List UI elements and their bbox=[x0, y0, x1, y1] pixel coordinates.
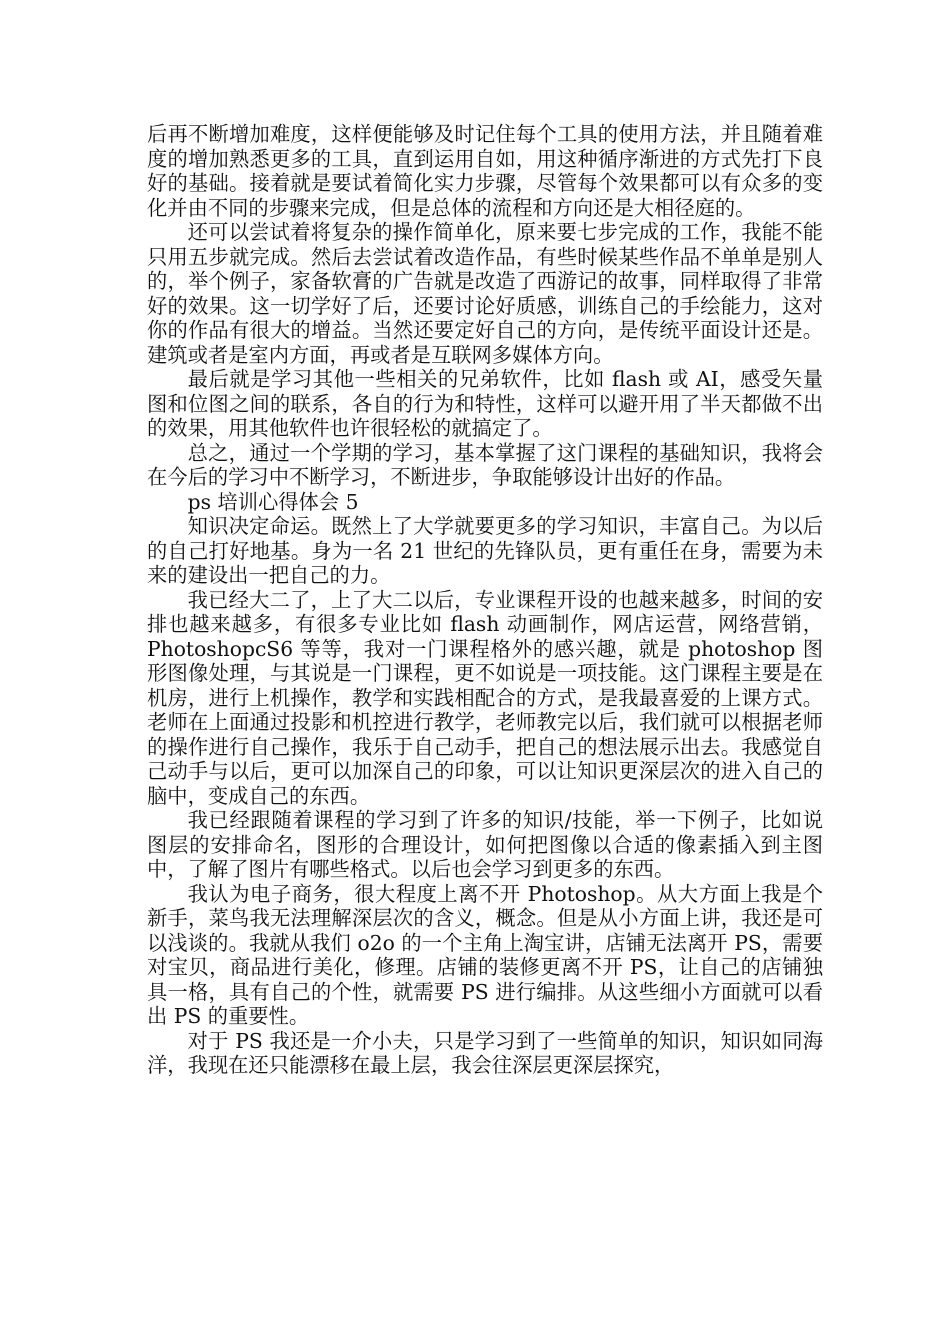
section-heading: ps 培训心得体会 5 bbox=[187, 489, 359, 514]
paragraph-knowledge-fate: 知识决定命运。既然上了大学就要更多的学习知识，丰富自己。为以后的自己打好地基。身为一名 21 世纪的先锋队员，更有重任在身，需要为未来的建设出一把自己的力。 bbox=[147, 514, 823, 587]
paragraph-simplify-operations: 还可以尝试着将复杂的操作简单化，原来要七步完成的工作，我能不能只用五步就完成。然后去尝试着改造作品，有些时候某些作品不单单是别人的，举个例子，家备软膏的广告就是改造了西游记的故事，同样取得了非常好的效果。这一切学好了后，还要讨论好质感，训练自己的手绘能力，这对你的作品有很大的增益。当然还要定好自己的方向，是传统平面设计还是。建筑或者是室内方面，再或者是互联网多媒体方向。 bbox=[147, 220, 823, 367]
paragraph-related-software: 最后就是学习其他一些相关的兄弟软件，比如 flash 或 AI，感受矢量图和位图之间的联系，各自的行为和特性，这样可以避开用了半天都做不出的效果，用其他软件也许很轻松的就搞定了。 bbox=[147, 367, 823, 440]
paragraph-skills-learned: 我已经跟随着课程的学习到了许多的知识/技能，举一下例子，比如说图层的安排命名，图形的合理设计，如何把图像以合适的像素插入到主图中，了解了图片有哪些格式。以后也会学习到更多的东西。 bbox=[147, 808, 823, 881]
paragraph-second-year: 我已经大二了，上了大二以后，专业课程开设的也越来越多，时间的安排也越来越多，有很多专业比如 flash 动画制作，网店运营，网络营销，PhotoshopcS6 等等，我对一门课程格外的感兴趣，就是 photoshop 图形图像处理，与其说是一门课程，更不如说是一项技能。这门课程主要是在机房，进行上机操作，教学和实践相配合的方式，是我最喜爱的上课方式。老师在上面通过投影和机控进行教学，老师教完以后，我们就可以根据老师的操作进行自己操作，我乐于自己动手，把自己的想法展示出去。我感觉自己动手与以后，更可以加深自己的印象，可以让知识更深层次的进入自己的脑中，变成自己的东西。 bbox=[147, 587, 823, 808]
paragraph-ps-beginner: 对于 PS 我还是一介小夫，只是学习到了一些简单的知识，知识如同海洋，我现在还只能漂移在最上层，我会往深层更深层探究， bbox=[147, 1028, 823, 1077]
paragraph-conclusion: 总之，通过一个学期的学习，基本掌握了这门课程的基础知识，我将会在今后的学习中不断学习，不断进步，争取能够设计出好的作品。 bbox=[147, 440, 823, 489]
paragraph-ecommerce: 我认为电子商务，很大程度上离不开 Photoshop。从大方面上我是个新手，菜鸟我无法理解深层次的含义，概念。但是从小方面上讲，我还是可以浅谈的。我就从我们 o2o 的一个主角上淘宝讲，店铺无法离开 PS，需要对宝贝，商品进行美化，修理。店铺的装修更离不开 PS，让自己的店铺独具一格，具有自己的个性，就需要 PS 进行编排。从这些细小方面就可以看出 PS 的重要性。 bbox=[147, 881, 823, 1028]
paragraph-continuation: 后再不断增加难度，这样便能够及时记住每个工具的使用方法，并且随着难度的增加熟悉更多的工具，直到运用自如，用这种循序渐进的方式先打下良好的基础。接着就是要试着简化实力步骤，尽管每个效果都可以有众多的变化并由不同的步骤来完成，但是总体的流程和方向还是大相径庭的。 bbox=[147, 122, 823, 220]
document-body bbox=[147, 122, 823, 1078]
